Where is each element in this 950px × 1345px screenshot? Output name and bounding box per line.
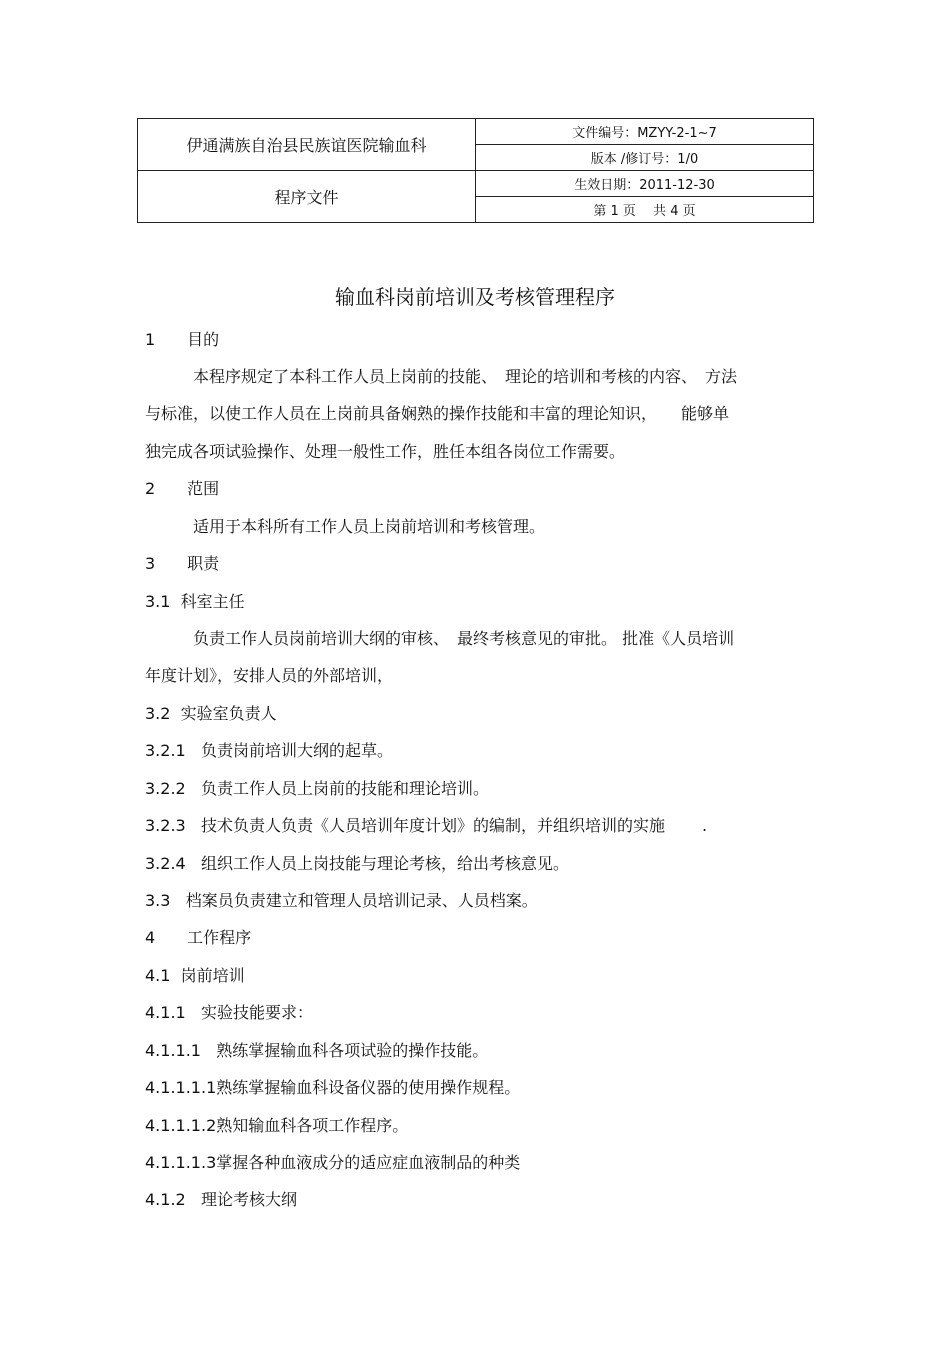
body-line: 3.2.3 技术负责人负责《人员培训年度计划》的编制，并组织培训的实施 . [145,816,708,835]
body-line: 4 工作程序 [145,928,252,947]
document-number-cell: 文件编号：MZYY-2-1~7 [476,119,814,145]
body-line: 1 目的 [145,330,220,349]
body-line: 4.1.1.1.2熟知输血科各项工作程序。 [145,1116,409,1135]
body-line: 4.1.2 理论考核大纲 [145,1190,297,1209]
version-cell: 版本 /修订号：1/0 [476,145,814,171]
body-line: 4.1.1 实验技能要求： [145,1003,313,1022]
body-line: 本程序规定了本科工作人员上岗前的技能、 理论的培训和考核的内容、 方法 [145,367,738,386]
body-line: 适用于本科所有工作人员上岗前培训和考核管理。 [145,517,546,536]
body-line: 3 职责 [145,554,220,573]
body-line: 年度计划》，安排人员的外部培训， [145,666,394,685]
hospital-department-cell: 伊通满族自治县民族谊医院输血科 [138,119,476,171]
page-info-cell: 第 1 页 共 4 页 [476,197,814,223]
body-line: 3.1 科室主任 [145,592,245,611]
body-line: 4.1.1.1.1熟练掌握输血科设备仪器的使用操作规程。 [145,1078,521,1097]
body-line: 负责工作人员岗前培训大纲的审核、 最终考核意见的审批。 批准《人员培训 [145,629,735,648]
body-line: 4.1.1.1.3掌握各种血液成分的适应症血液制品的种类 [145,1153,521,1172]
document-header-table [137,118,814,223]
body-line: 与标准，以使工作人员在上岗前具备娴熟的操作技能和丰富的理论知识， 能够单 [145,404,730,423]
body-line: 2 范围 [145,479,220,498]
body-line: 独完成各项试验操作、处理一般性工作，胜任本组各岗位工作需要。 [145,442,626,461]
document-title: 输血科岗前培训及考核管理程序 [335,285,615,309]
body-line: 4.1.1.1 熟练掌握输血科各项试验的操作技能。 [145,1041,489,1060]
body-line: 3.3 档案员负责建立和管理人员培训记录、人员档案。 [145,891,538,910]
body-line: 4.1 岗前培训 [145,966,245,985]
body-line: 3.2 实验室负责人 [145,704,277,723]
effective-date-cell: 生效日期：2011-12-30 [476,171,814,197]
body-line: 3.2.2 负责工作人员上岗前的技能和理论培训。 [145,779,489,798]
body-line: 3.2.4 组织工作人员上岗技能与理论考核，给出考核意见。 [145,854,569,873]
body-line: 3.2.1 负责岗前培训大纲的起草。 [145,741,393,760]
document-type-cell: 程序文件 [138,171,476,223]
